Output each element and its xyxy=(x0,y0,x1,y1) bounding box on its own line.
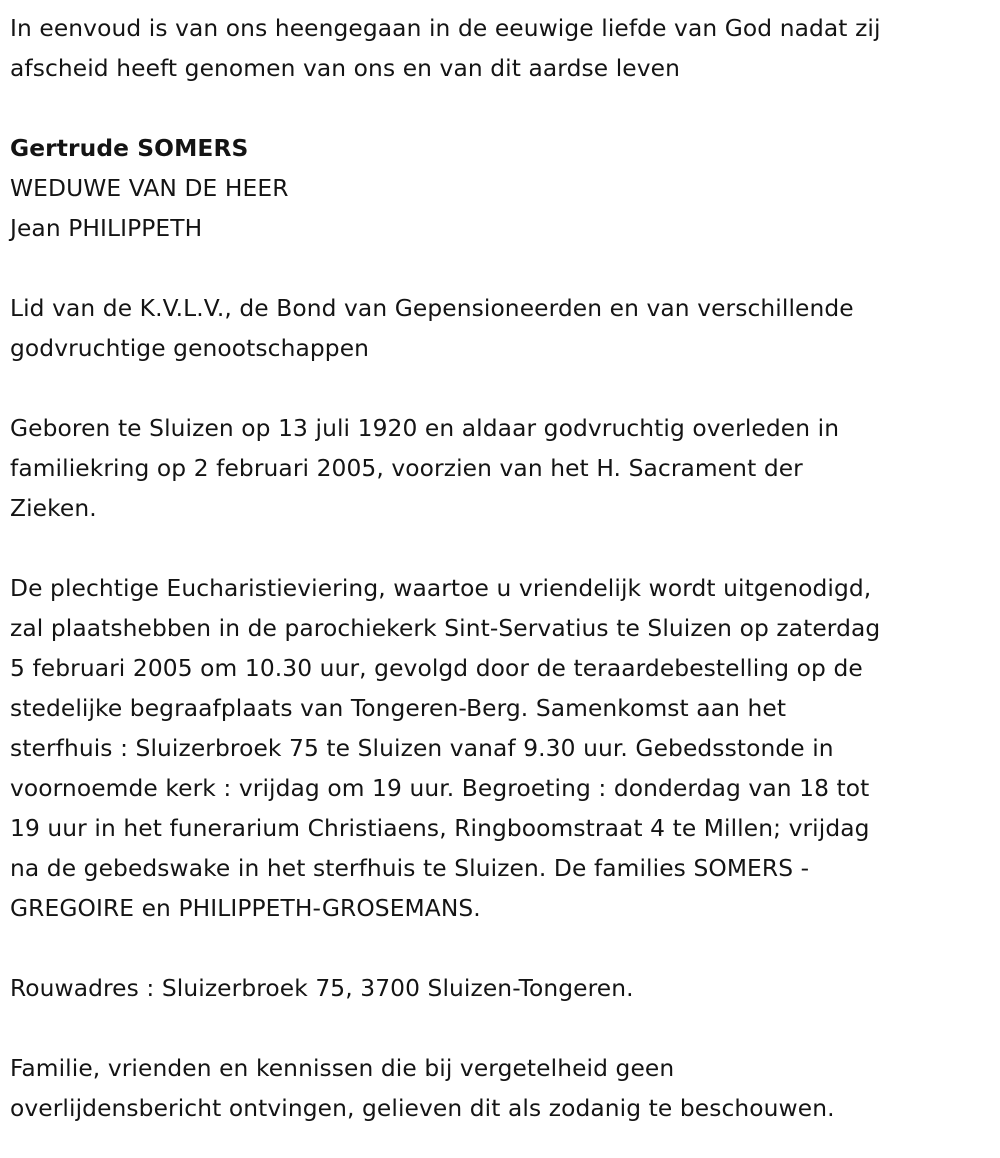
deceased-spouse: Jean PHILIPPETH xyxy=(10,214,203,242)
deceased-block xyxy=(10,128,995,248)
text-line: na de gebedswake in het sterfhuis te Sluizen. De families SOMERS - xyxy=(10,854,810,882)
text-line: voornoemde kerk : vrijdag om 19 uur. Begroeting : donderdag van 18 tot xyxy=(10,774,870,802)
text-line: Familie, vrienden en kennissen die bij vergetelheid geen xyxy=(10,1054,675,1082)
paragraph-spacer xyxy=(10,528,995,568)
text-line: Lid van de K.V.L.V., de Bond van Gepensioneerden en van verschillende xyxy=(10,294,854,322)
birth-death-paragraph xyxy=(10,408,995,528)
paragraph-spacer xyxy=(10,1008,995,1048)
text-line: In eenvoud is van ons heengegaan in de eeuwige liefde van God nadat zij xyxy=(10,14,881,42)
text-line: stedelijke begraafplaats van Tongeren-Berg. Samenkomst aan het xyxy=(10,694,787,722)
text-line: afscheid heeft genomen van ons en van dit aardse leven xyxy=(10,54,680,82)
deceased-relation: WEDUWE VAN DE HEER xyxy=(10,174,289,202)
membership-paragraph xyxy=(10,288,995,368)
text-line: De plechtige Eucharistieviering, waartoe u vriendelijk wordt uitgenodigd, xyxy=(10,574,872,602)
text-line: Geboren te Sluizen op 13 juli 1920 en aldaar godvruchtig overleden in xyxy=(10,414,840,442)
paragraph-spacer xyxy=(10,248,995,288)
obituary-notice xyxy=(10,8,995,1128)
closing-paragraph xyxy=(10,1048,995,1128)
text-line: sterfhuis : Sluizerbroek 75 te Sluizen vanaf 9.30 uur. Gebedsstonde in xyxy=(10,734,834,762)
deceased-name: Gertrude SOMERS xyxy=(10,134,249,162)
intro-paragraph xyxy=(10,8,995,88)
text-line: GREGOIRE en PHILIPPETH-GROSEMANS. xyxy=(10,894,481,922)
text-line: 19 uur in het funerarium Christiaens, Ringboomstraat 4 te Millen; vrijdag xyxy=(10,814,870,842)
text-line: zal plaatshebben in de parochiekerk Sint-Servatius te Sluizen op zaterdag xyxy=(10,614,881,642)
address-paragraph xyxy=(10,968,995,1008)
text-line: 5 februari 2005 om 10.30 uur, gevolgd door de teraardebestelling op de xyxy=(10,654,863,682)
text-line: overlijdensbericht ontvingen, gelieven dit als zodanig te beschouwen. xyxy=(10,1094,835,1122)
paragraph-spacer xyxy=(10,88,995,128)
ceremony-paragraph xyxy=(10,568,995,928)
paragraph-spacer xyxy=(10,368,995,408)
text-line: familiekring op 2 februari 2005, voorzien van het H. Sacrament der xyxy=(10,454,803,482)
text-line: godvruchtige genootschappen xyxy=(10,334,370,362)
paragraph-spacer xyxy=(10,928,995,968)
text-line: Zieken. xyxy=(10,494,97,522)
mourning-address: Rouwadres : Sluizerbroek 75, 3700 Sluizen-Tongeren. xyxy=(10,974,634,1002)
